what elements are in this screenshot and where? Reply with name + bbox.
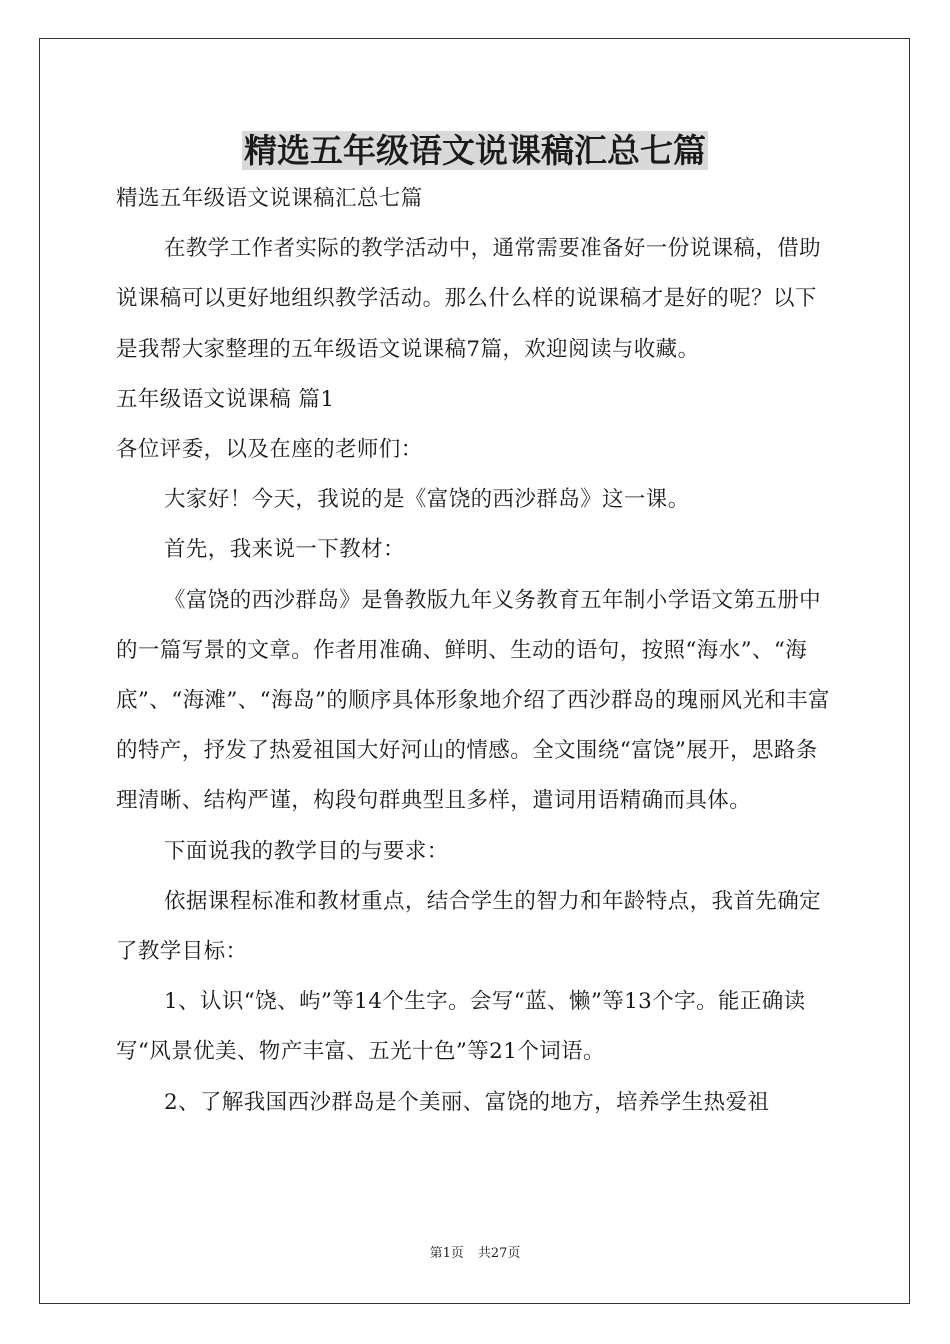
paragraph-subtitle: 精选五年级语文说课稿汇总七篇 (116, 186, 423, 211)
paragraph-greeting: 各位评委，以及在座的老师们： (116, 437, 423, 463)
page-footer (0, 1245, 950, 1263)
section-heading: 五年级语文说课稿 篇1 (116, 386, 335, 412)
paragraph-goal-1: 1、认识“饶、屿”等14个生字。会写“蓝、懒”等13个字。能正确读写“风景优美、物产丰富、五光十色”等21个词语。 (116, 989, 806, 1065)
page-total: 共27页 (477, 1246, 521, 1261)
paragraph-goal-2: 2、了解我国西沙群岛是个美丽、富饶的地方，培养学生热爱祖 (164, 1089, 770, 1115)
document-body (116, 174, 836, 1128)
paragraph-material: 《富饶的西沙群岛》是鲁教版九年义务教育五年制小学语文第五册中的一篇写景的文章。作者用准确、鲜明、生动的语句，按照“海水”、“海底”、“海滩”、“海岛”的顺序具体形象地介绍了西沙群岛的瑰丽风光和丰富的特产，抒发了热爱祖国大好河山的情感。全文围绕“富饶”展开，思路条理清晰、结构严谨，构段句群典型且多样，遣词用语精确而具体。 (116, 587, 830, 814)
document-title (0, 126, 950, 176)
paragraph-material-intro: 首先，我来说一下教材： (164, 537, 405, 563)
paragraph-goals-intro: 下面说我的教学目的与要求： (164, 838, 449, 864)
page-number: 第1页 (429, 1246, 464, 1261)
paragraph-goals: 依据课程标准和教材重点，结合学生的智力和年龄特点，我首先确定了教学目标： (116, 888, 822, 965)
document-title-text: 精选五年级语文说课稿汇总七篇 (244, 131, 706, 170)
paragraph-intro: 在教学工作者实际的教学活动中，通常需要准备好一份说课稿，借助说课稿可以更好地组织教学活动。那么什么样的说课稿才是好的呢？以下是我帮大家整理的五年级语文说课稿7篇，欢迎阅读与收藏。 (116, 236, 822, 362)
paragraph-opening: 大家好！今天，我说的是《富饶的西沙群岛》这一课。 (164, 487, 690, 513)
